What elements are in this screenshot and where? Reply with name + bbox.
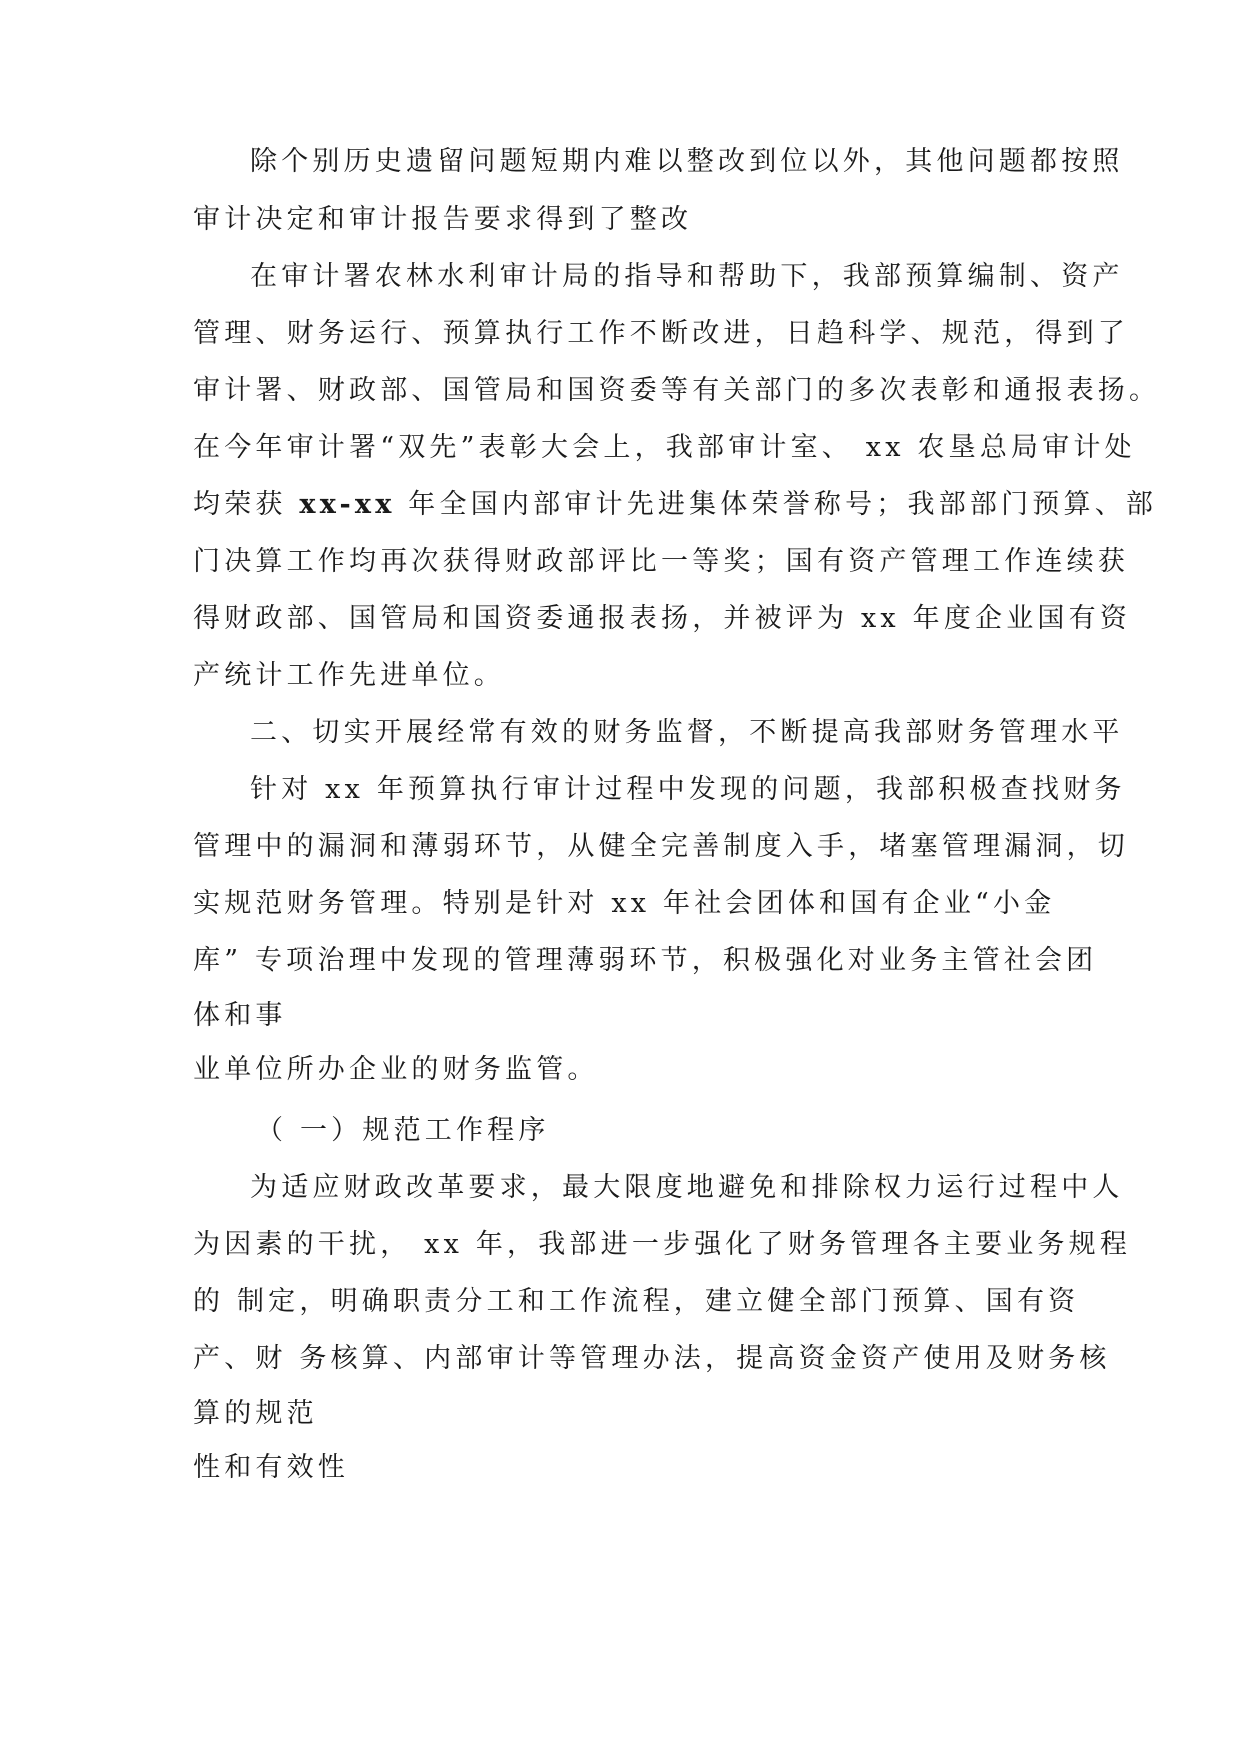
paragraph-line: 算的规范 bbox=[193, 1398, 318, 1429]
paragraph-line: 门决算工作均再次获得财政部评比一等奖；国有资产管理工作连续获 bbox=[193, 546, 1129, 577]
paragraph-line: 审计署、财政部、国管局和国资委等有关部门的多次表彰和通报表扬。 bbox=[193, 375, 1161, 406]
paragraph-line: 为因素的干扰， xx 年，我部进一步强化了财务管理各主要业务规程 bbox=[193, 1229, 1132, 1260]
paragraph-line: 业单位所办企业的财务监管。 bbox=[193, 1054, 599, 1085]
bold-year-range: xx-xx bbox=[299, 489, 396, 520]
paragraph-line: 在今年审计署“双先”表彰大会上，我部审计室、 xx 农垦总局审计处 bbox=[193, 432, 1136, 463]
paragraph-line: 在审计署农林水利审计局的指导和帮助下，我部预算编制、资产 bbox=[250, 261, 1124, 292]
paragraph-line: 实规范财务管理。特别是针对 xx 年社会团体和国有企业“小金 bbox=[193, 888, 1056, 919]
paragraph-line: 审计决定和审计报告要求得到了整改 bbox=[193, 204, 693, 235]
subsection-heading: （ 一）规范工作程序 bbox=[256, 1115, 550, 1146]
paragraph-line: 产统计工作先进单位。 bbox=[193, 660, 505, 691]
paragraph-line: 针对 xx 年预算执行审计过程中发现的问题，我部积极查找财务 bbox=[250, 774, 1126, 805]
paragraph-line: 性和有效性 bbox=[193, 1452, 349, 1483]
paragraph-line: 得财政部、国管局和国资委通报表扬，并被评为 xx 年度企业国有资 bbox=[193, 603, 1132, 634]
paragraph-line: 管理、财务运行、预算执行工作不断改进，日趋科学、规范，得到了 bbox=[193, 318, 1129, 349]
paragraph-line: 产、财 务核算、内部审计等管理办法，提高资金资产使用及财务核 bbox=[193, 1343, 1111, 1374]
paragraph-line: 库” 专项治理中发现的管理薄弱环节，积极强化对业务主管社会团 bbox=[193, 945, 1098, 976]
paragraph-line: 为适应财政改革要求，最大限度地避免和排除权力运行过程中人 bbox=[250, 1172, 1124, 1203]
text-run: 年全国内部审计先进集体荣誉称号；我部部门预算、部 bbox=[395, 489, 1158, 520]
paragraph-line: 管理中的漏洞和薄弱环节，从健全完善制度入手，堵塞管理漏洞，切 bbox=[193, 831, 1129, 862]
paragraph-line: 体和事 bbox=[193, 1000, 287, 1031]
section-heading: 二、切实开展经常有效的财务监督，不断提高我部财务管理水平 bbox=[250, 717, 1124, 748]
text-run: 均荣获 bbox=[193, 489, 300, 520]
paragraph-line: 的 制定，明确职责分工和工作流程，建立健全部门预算、国有资 bbox=[193, 1286, 1080, 1317]
paragraph-line: 除个别历史遗留问题短期内难以整改到位以外，其他问题都按照 bbox=[250, 146, 1124, 177]
paragraph-line bbox=[193, 487, 1157, 523]
